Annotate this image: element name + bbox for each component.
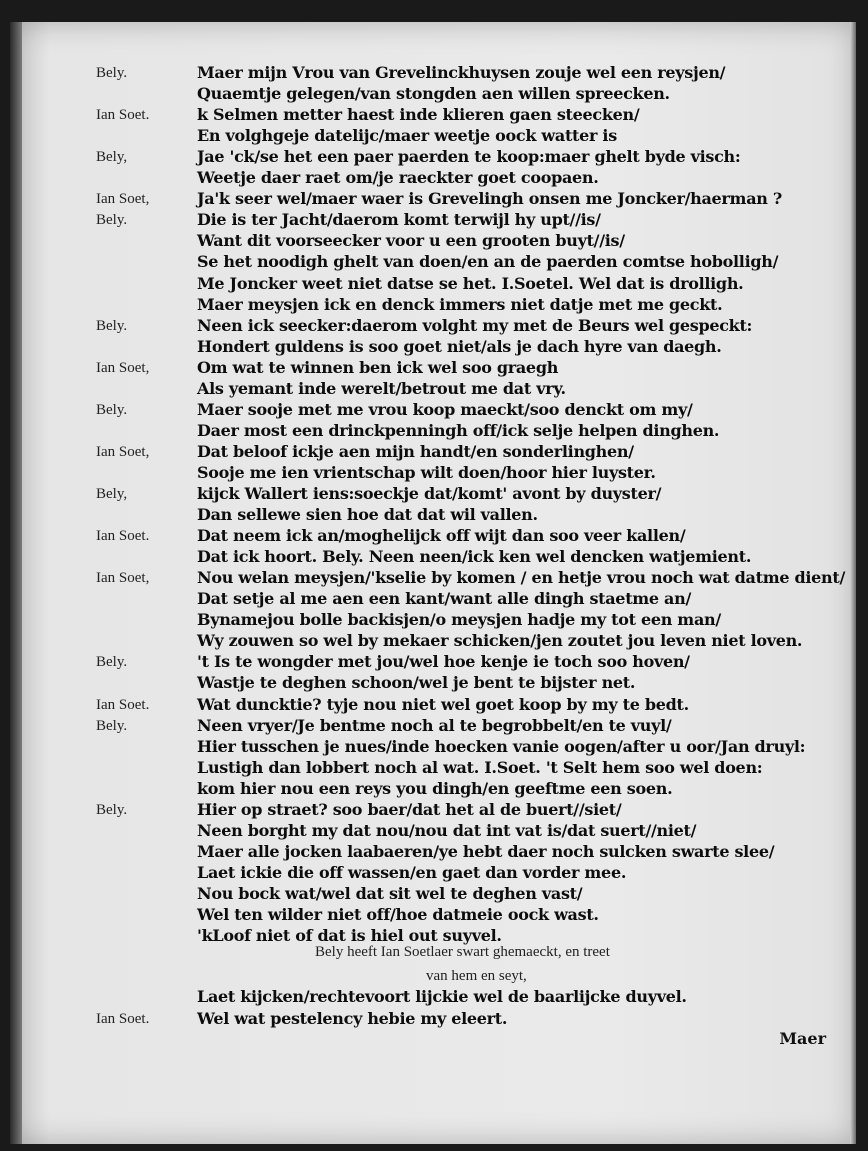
verse-text: Dat beloof ickje aen mijn handt/en sonderlinghen/ [197,441,634,461]
verse-line [10,167,856,189]
verse-line [10,188,856,210]
verse-text: Wel ten wilder niet off/hoe datmeie oock wast. [197,905,599,924]
verse-text: kijck Wallert iens:soeckje dat/komt' avont by duyster/ [197,484,662,503]
speaker-name: Bely, [96,149,128,166]
verse-text: Dan sellewe sien hoe dat dat wil vallen. [197,505,538,525]
speaker-name: Ian Soet. [96,528,150,545]
verse-line [10,251,856,273]
verse-line [10,986,856,1008]
verse-line [10,630,856,652]
verse-line [10,609,856,631]
verse-line [10,104,856,126]
verse-text: Laet kijcken/rechtevoort lijckie wel de baarlijcke duyvel. [197,987,687,1006]
verse-line [10,504,856,526]
stage-direction-line-2: van hem en seyt, [426,968,527,984]
verse-line [10,146,856,168]
verse-text: Se het noodigh ghelt van doen/en an de paerden comtse hobolligh/ [197,252,779,272]
verse-line [10,567,856,589]
verse-text: Die is ter Jacht/daerom komt terwijl hy upt//is/ [197,210,601,230]
verse-text: Jae 'ck/se het een paer paerden te koop:maer ghelt byde visch: [197,147,741,167]
verse-text: Nou welan meysjen/'kselie by komen / en hetje vrou noch wat datme dient/ [197,568,845,588]
speaker-name: Ian Soet. [96,696,150,713]
verse-line [10,546,856,568]
verse-text: Wastje te deghen schoon/wel je bent te bijster net. [197,673,636,693]
verse-text: Sooje me ien vrientschap wilt doen/hoor hier luyster. [197,462,656,482]
verse-line [10,715,856,737]
verse-text: Als yemant inde werelt/betrout me dat vry. [197,378,566,398]
speaker-name: Bely. [96,317,128,334]
catchword: Maer [779,1029,826,1048]
verse-text: Dat setje al me aen een kant/want alle dingh staetme an/ [197,589,692,609]
verse-text: 't Is te wongder met jou/wel hoe kenje ie toch soo hoven/ [197,652,690,672]
verse-text: Weetje daer raet om/je raeckter goet coopaen. [197,168,599,188]
verse-line [10,315,856,337]
verse-line [10,694,856,716]
verse-line [10,736,856,758]
verse-text: Hier op straet? soo baer/dat het al de buert//siet/ [197,799,622,819]
verse-line [10,399,856,421]
verse-line [10,62,856,84]
verse-text: Wel wat pestelency hebie my eleert. [197,1008,508,1028]
verse-line [10,483,856,505]
verse-line [10,588,856,610]
verse-text: Om wat te winnen ben ick wel soo graegh [197,357,559,377]
verse-text: Maer alle jocken laabaeren/ye hebt daer noch sulcken swarte slee/ [197,841,775,861]
verse-text: Ja'k seer wel/maer waer is Grevelingh onsen me Joncker/haerman ? [197,189,782,209]
verse-line [10,672,856,694]
verse-line [10,273,856,295]
verse-text: Laet ickie die off wassen/en gaet dan vorder mee. [197,862,627,882]
verse-text: Daer most een drinckpenningh off/ick selje helpen dinghen. [197,420,720,440]
verse-text: Maer mijn Vrou van Grevelinckhuysen zouje wel een reysjen/ [197,63,726,82]
verse-line [10,420,856,442]
verse-line [10,904,856,926]
verse-text: Quaemtje gelegen/van stongden aen willen spreecken. [197,84,670,104]
book-page [10,22,856,1144]
verse-line [10,1008,856,1030]
verse-text: Hier tusschen je nues/inde hoecken vanie oogen/after u oor/Jan druyl: [197,736,806,756]
verse-line [10,294,856,316]
verse-text: Hondert guldens is soo goet niet/als je dach hyre van daegh. [197,336,722,356]
verse-line [10,462,856,484]
verse-text: Dat ick hoort. Bely. Neen neen/ick ken wel dencken watjemient. [197,547,752,567]
speaker-name: Ian Soet. [96,1010,150,1027]
speaker-name: Bely, [96,486,128,502]
speaker-name: Bely. [96,654,128,671]
verse-line [10,651,856,673]
verse-text: Neen vryer/Je bentme noch al te begrobbelt/en te vuyl/ [197,715,672,735]
verse-text: Nou bock wat/wel dat sit wel te deghen vast/ [197,883,583,903]
verse-line [10,862,856,884]
verse-line [10,336,856,358]
verse-text: Maer meysjen ick en denck immers niet datje met me geckt. [197,294,723,314]
verse-text: 'kLoof niet of dat is hiel out suyvel. [197,926,502,946]
speaker-name: Bely. [96,212,128,229]
verse-text: Bynamejou bolle backisjen/o meysjen hadje my tot een man/ [197,610,721,630]
verse-text: Dat neem ick an/moghelijck off wijt dan soo veer kallen/ [197,526,686,546]
verse-text: k Selmen metter haest inde klieren gaen steecken/ [197,105,640,125]
verse-text: Maer sooje met me vrou koop maeckt/soo denckt om my/ [197,399,693,419]
verse-text: Lustigh dan lobbert noch al wat. I.Soet. 't Selt hem soo wel doen: [197,757,763,777]
speaker-name: Ian Soet. [96,107,150,124]
speaker-name: Ian Soet, [96,359,150,376]
verse-line [10,378,856,400]
verse-line [10,441,856,463]
verse-line [10,83,856,105]
verse-line [10,757,856,779]
speaker-name: Ian Soet, [96,191,150,208]
speaker-name: Bely. [96,801,128,818]
verse-line [10,230,856,252]
verse-line [10,209,856,231]
verse-line [10,799,856,821]
verse-text: Me Joncker weet niet datse se het. I.Soetel. Wel dat is drolligh. [197,273,744,293]
verse-line [10,841,856,863]
verse-text: kom hier nou een reys you dingh/en geeftme een soen. [197,778,673,798]
verse-text: Wat duncktie? tyje nou niet wel goet koop by my te bedt. [197,694,689,714]
verse-line [10,778,856,800]
stage-direction-line-1: Bely heeft Ian Soetlaer swart ghemaeckt, en treet [315,944,610,960]
verse-line [10,525,856,547]
verse-text: En volghgeje datelijc/maer weetje oock watter is [197,126,617,146]
speaker-name: Ian Soet, [96,443,150,460]
verse-line [10,883,856,905]
speaker-name: Ian Soet, [96,570,150,587]
verse-text: Neen borght my dat nou/nou dat int vat is/dat suert//niet/ [197,820,697,840]
speaker-name: Bely. [96,65,128,81]
speaker-name: Bely. [96,717,128,734]
verse-text: Neen ick seecker:daerom volght my met de Beurs wel gespeckt: [197,315,753,335]
verse-text: Want dit voorseecker voor u een grooten buyt//is/ [197,231,625,251]
verse-text: Wy zouwen so wel by mekaer schicken/jen zoutet jou leven niet loven. [197,631,803,651]
verse-line [10,820,856,842]
speaker-name: Bely. [96,401,128,418]
verse-line [10,357,856,379]
verse-line [10,125,856,147]
